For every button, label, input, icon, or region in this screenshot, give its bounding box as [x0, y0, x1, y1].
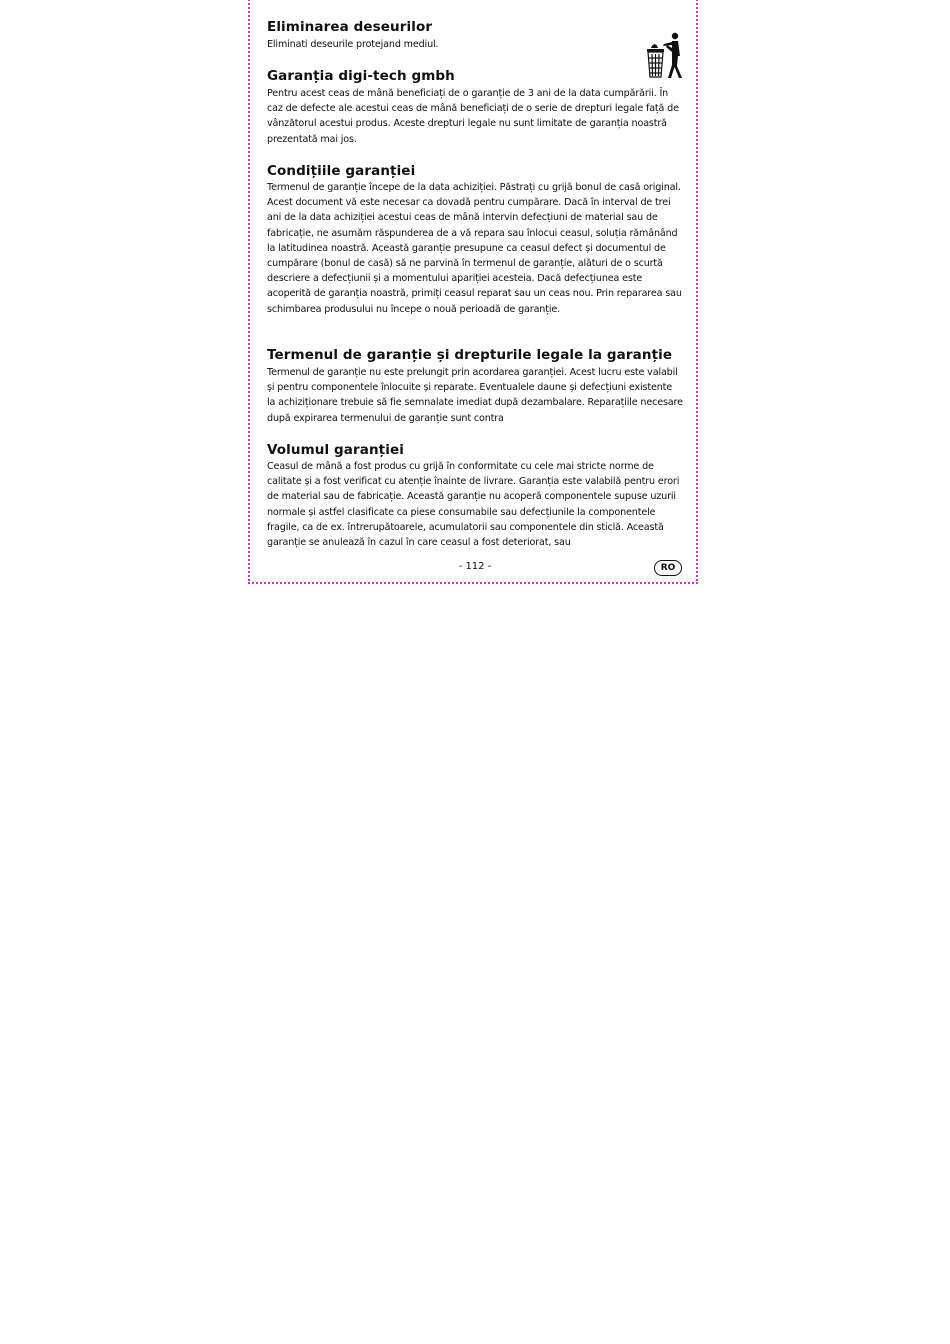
- section-title-warranty: Garanția digi-tech gmbh: [267, 68, 455, 84]
- waste-bin-disposal-icon: [645, 32, 685, 80]
- section-body-warranty-term: Termenul de garanție nu este prelungit prin acordarea garanției. Acest lucru este valabil și pentru componentele înlocuite și reparate. Eventualele daune și defecțiuni existente la achiziționare trebuie să fie semnalate imediat după dezambalare. Reparațiile necesare după expirarea termenului de garanție sunt contra: [267, 367, 683, 424]
- section-title-disposal: Eliminarea deseurilor: [267, 19, 433, 35]
- section-title-warranty-scope: Volumul garanției: [267, 442, 404, 458]
- section-body-warranty: Pentru acest ceas de mână beneficiați de o garanție de 3 ani de la data cumpărării. În caz de defecte ale acestui ceas de mână beneficiați de o serie de drepturi legale față de vânzătorul acestui produs. Aceste drepturi legale nu sunt limitate de garanția noastră prezentată mai jos.: [267, 88, 679, 145]
- section-body-warranty-scope: Ceasul de mână a fost produs cu grijă în conformitate cu cele mai stricte norme de calitate și a fost verificat cu atenție înainte de livrare. Garanția este valabilă pentru erori de material sau de fabricație. Această garanție nu acoperă componentele supuse uzurii normale și astfel clasificate ca piese consumabile sau defecțiunile la componentele fragile, ca de ex. întrerupătoarele, acumulatorii sau componentele din sticlă. Această garanție se anulează în cazul în care ceasul a fost deteriorat, sau: [267, 461, 680, 549]
- language-badge: RO: [654, 560, 682, 576]
- section-body-warranty-conditions: Termenul de garanție începe de la data achiziției. Păstrați cu grijă bonul de casă original. Acest document vă este necesar ca dovadă pentru cumpărare. Dacă în interval de trei ani de la data achiziției acestui ceas de mână intervin defecțiuni de material sau de fabricație, ne asumăm răspunderea de a vă repara sau înlocui ceasul, soluția rămânând la latitudinea noastră. Această garanție presupune ca ceasul defect și documentul de cumpărare (bonul de casă) să ne parvină în termenul de garanție, alături de o scurtă descriere a defecțiunii și a momentului apariției acesteia. Dacă defecțiunea este acoperită de garanția noastră, primiți ceasul reparat sau un ceas nou. Prin repararea sau schimbarea produsului nu începe o nouă perioadă de garanție.: [267, 182, 682, 315]
- section-title-warranty-term: Termenul de garanție și drepturile legale la garanție: [267, 347, 673, 363]
- page-number: - 112 -: [458, 561, 492, 572]
- section-body-disposal: Eliminati deseurile protejand mediul.: [267, 39, 439, 50]
- section-title-warranty-conditions: Condițiile garanției: [267, 163, 416, 179]
